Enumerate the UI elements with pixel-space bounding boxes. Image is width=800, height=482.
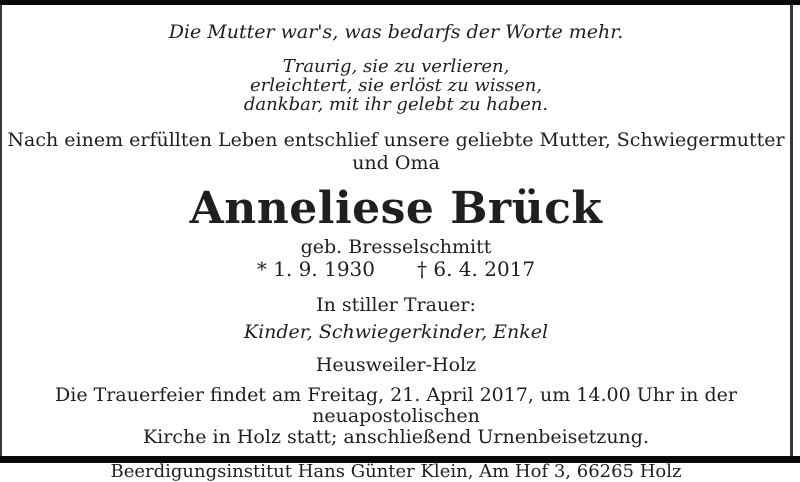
deceased-name: Anneliese Brück (189, 183, 603, 234)
mourners-list: Kinder, Schwiegerkinder, Enkel (243, 321, 549, 343)
announcement-text (2, 129, 790, 175)
birth-date: * 1. 9. 1930 (256, 257, 375, 281)
verse-line: dankbar, mit ihr gelebt zu haben. (243, 94, 549, 115)
verse-line: Traurig, sie zu verlieren, (282, 56, 510, 77)
mourning-verse (2, 57, 790, 114)
verse-line: erleichtert, sie erlöst zu wissen, (249, 75, 543, 96)
funeral-details (2, 385, 790, 448)
undertaker-info: Beerdigungsinstitut Hans Günter Klein, Am Hof 3, 66265 Holz (110, 461, 682, 482)
death-notice (2, 5, 790, 482)
maiden-name: geb. Bresselschmitt (300, 236, 492, 258)
funeral-details-line: Kirche in Holz statt; anschließend Urnenbeisetzung. (142, 426, 649, 448)
epigraph-quote: Die Mutter war's, was bedarfs der Worte mehr. (168, 21, 624, 43)
announcement-line: Nach einem erfüllten Leben entschlief unsere geliebte Mutter, Schwiegermutter (7, 129, 785, 151)
death-date: † 6. 4. 2017 (417, 257, 536, 281)
announcement-line: und Oma (352, 152, 440, 174)
place-name: Heusweiler-Holz (315, 354, 477, 376)
funeral-details-line: Die Trauerfeier findet am Freitag, 21. April 2017, um 14.00 Uhr in der neuapostolischen (55, 384, 737, 427)
right-border-rule (790, 5, 793, 456)
life-dates (2, 258, 790, 280)
mourning-header: In stiller Trauer: (316, 294, 476, 316)
